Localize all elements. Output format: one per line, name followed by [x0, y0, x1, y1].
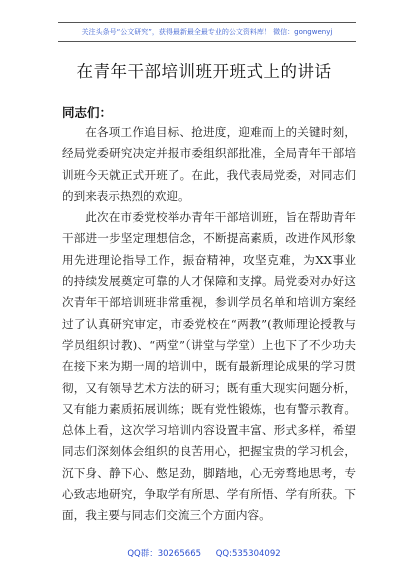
- footer-contact: [0, 547, 408, 559]
- header-banner-text: 关注头条号“公文研究”，获得最新最全最专业的公文资料库！ 微信：gongwenyj: [81, 28, 333, 36]
- document-body: [62, 122, 356, 527]
- paragraph-1: 在各项工作追目标、抢进度，迎难而上的关键时刻，经局党委研究决定并报市委组织部批准，全局青年干部培训班今天就正式开班了。在此，我代表局党委，对同志们的到来表示热烈的欢迎。: [62, 125, 356, 203]
- paragraph-2: 此次在市委党校举办青年干部培训班，旨在帮助青年干部进一步坚定理想信念，不断提高素质，改进作风形象用先进理论指导工作，振奋精神，攻坚克难，为XX事业的持续发展奠定可靠的人才保障和支撑。局党委对办好这次青年干部培训班非常重视，参训学员名单和培训方案经过了认真研究审定，市委党校在“两教”(教师理论授教与学员组织讨教)、“两堂”（讲堂与学堂）上也下了不少功夫在接下来为期一周的培训中，既有最新理论成果的学习贯彻，又有领导艺术方法的研习；既有重大现实问题分析，又有能力素质拓展训练；既有党性锻炼，也有警示教育。总体上看，这次学习培训内容设置丰富、形式多样，希望同志们深刻体会组织的良苦用心，把握宝贵的学习机会，沉下身、静下心、憋足劲，脚踏地，心无旁骛地思考，专心致志地研究，争取学有所思、学有所悟、学有所获。下面，我主要与同志们交流三个方面内容。: [62, 210, 356, 523]
- header-banner: [58, 22, 356, 42]
- document-title: 在青年干部培训班开班式上的讲话: [76, 62, 332, 81]
- footer-qq: QQ:535304092: [215, 549, 281, 559]
- greeting: 同志们：: [62, 105, 113, 120]
- footer-qq-group: QQ群：30265665: [127, 549, 202, 559]
